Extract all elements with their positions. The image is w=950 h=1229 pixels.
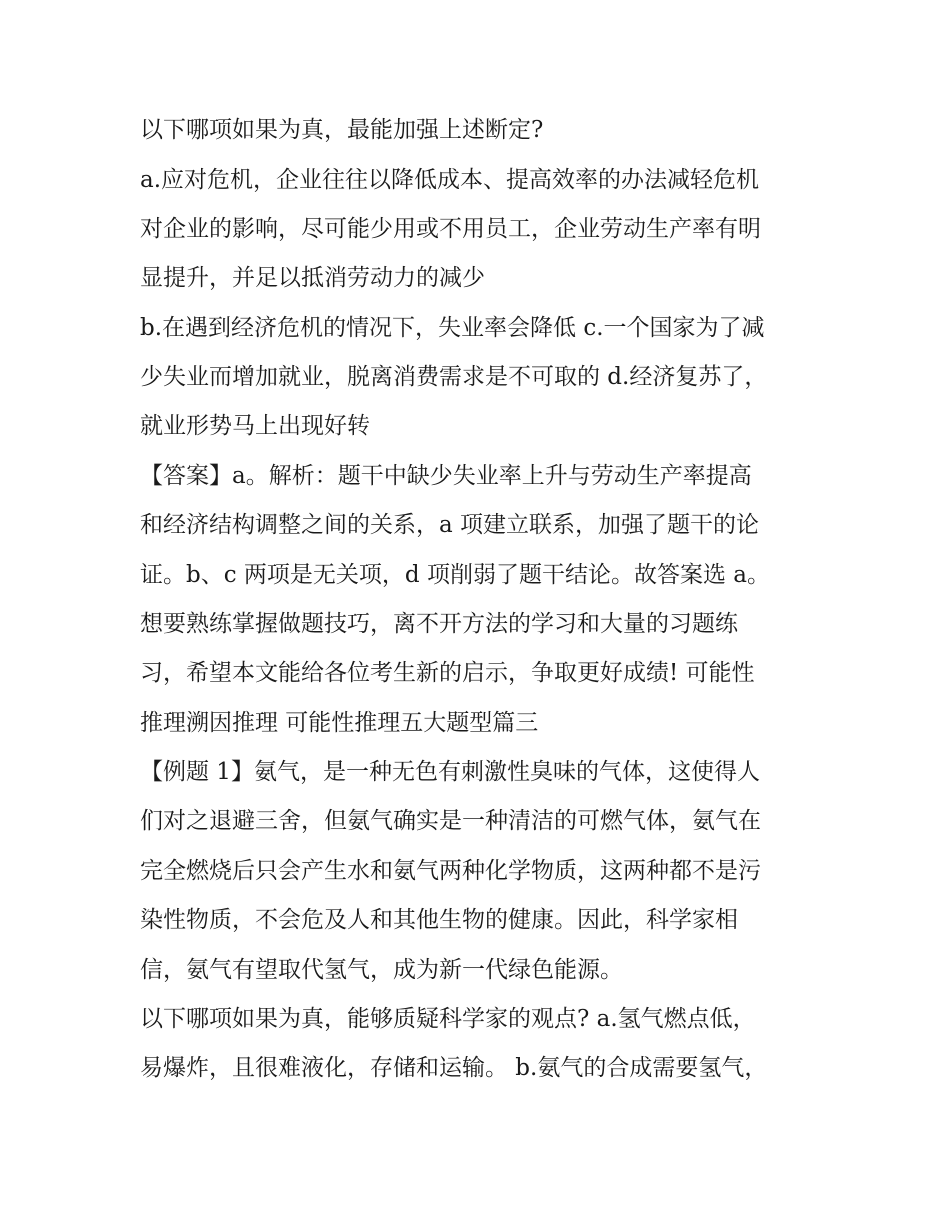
text-line: 们对之退避三舍，但氨气确实是一种清洁的可燃气体，氨气在	[140, 808, 761, 834]
text-line: a.应对危机，企业往往以降低成本、提高效率的办法减轻危机	[140, 167, 760, 193]
text-line: 以下哪项如果为真，最能加强上述断定?	[140, 117, 544, 143]
text-line: 习，希望本文能给各位考生新的启示，争取更好成绩! 可能性	[140, 660, 755, 686]
text-line: 【例题 1】氨气，是一种无色有刺激性臭味的气体，这使得人	[140, 759, 760, 785]
text-line: 信，氨气有望取代氢气，成为新一代绿色能源。	[140, 957, 623, 983]
text-line: b.在遇到经济危机的情况下，失业率会降低 c.一个国家为了减	[140, 315, 765, 341]
text-line: 显提升，并足以抵消劳动力的减少	[140, 265, 485, 291]
text-line: 完全燃烧后只会产生水和氨气两种化学物质，这两种都不是污	[140, 858, 761, 884]
text-line: 少失业而增加就业，脱离消费需求是不可取的 d.经济复苏了，	[140, 364, 768, 390]
text-line: 【答案】a。解析：题干中缺少失业率上升与劳动生产率提高	[140, 463, 752, 489]
text-line: 对企业的影响，尽可能少用或不用员工，企业劳动生产率有明	[140, 216, 761, 242]
text-line: 就业形势马上出现好转	[140, 413, 370, 439]
text-line: 证。b、c 两项是无关项，d 项削弱了题干结论。故答案选 a。	[140, 562, 770, 588]
text-line: 想要熟练掌握做题技巧，离不开方法的学习和大量的习题练	[140, 611, 738, 637]
text-line: 染性物质，不会危及人和其他生物的健康。因此，科学家相	[140, 907, 738, 933]
text-line: 易爆炸，且很难液化，存储和运输。 b.氨气的合成需要氢气，	[140, 1055, 768, 1081]
text-line: 和经济结构调整之间的关系，a 项建立联系，加强了题干的论	[140, 512, 760, 538]
text-line: 推理溯因推理 可能性推理五大题型篇三	[140, 710, 539, 736]
text-line: 以下哪项如果为真，能够质疑科学家的观点? a.氢气燃点低，	[140, 1006, 756, 1032]
